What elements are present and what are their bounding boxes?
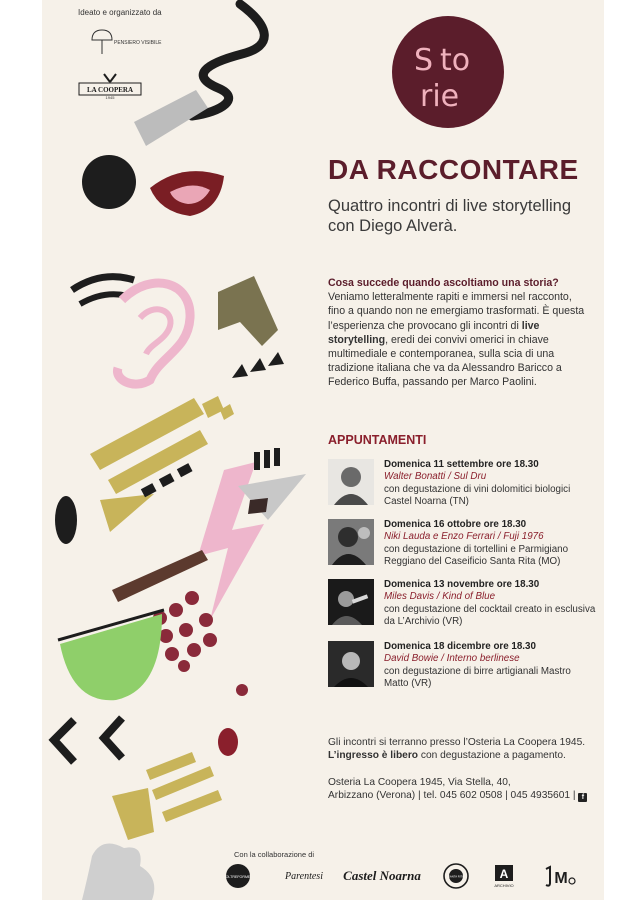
mastro-matto-text: M [554,870,568,887]
svg-text:A: A [499,867,509,881]
black-bracket-1-shape [54,720,74,762]
oltreforme-logo-mark [225,863,251,889]
event-title: Miles Davis / Kind of Blue [384,591,496,603]
dash-1-shape [141,483,157,497]
bar-2-shape [264,450,270,468]
storie-letter-s: S [414,43,434,78]
event-description: con degustazione di vini dolomitici biologici Castel Noarna (TN) [384,483,571,508]
free-entry-text: L’ingresso è libero [328,750,419,762]
coopera-logo-text: LA COOPERA [86,86,134,94]
sponsor-logo-mastro-matto [542,862,578,890]
teeth-1-shape [232,364,248,378]
intro-paragraph [328,276,590,390]
green-bowl-shape [60,614,162,700]
event-poster [42,0,604,900]
intro-text-b: , eredi dei convivi omerici in chiave multimediale e contemporanea, sulla scia di una tradizione italiana che va da Alessandro Baricco a Federico Buffa, passando per Marco Paolini. [328,333,562,389]
sponsor-logo-castel-noarna: Castel Noarna [343,868,421,883]
archivio-logo-mark [491,863,517,889]
event-description: con degustazione di tortellini e Parmigiano Reggiano del Caseificio Santa Rita (MO) [384,543,569,568]
black-bracket-2-shape [104,718,122,758]
sponsor-logo-santa-rita [440,862,472,890]
event-date: Domenica 16 ottobre ore 18.30 [384,519,527,530]
sponsor-logo-oltreforme [222,862,254,890]
storie-letters-to: to [440,43,471,78]
storie-letters-rie: rie [420,79,460,114]
subheadline: Quattro incontri di live storytelling con Diego Alverà. [328,197,572,235]
archivio-text: ARCHIVIO [494,883,514,888]
black-circle-shape [82,155,136,209]
dash-3-shape [177,463,193,477]
santa-rita-logo-mark [443,863,469,889]
mastro-matto-logo-mark [544,863,576,889]
la-coopera-logo [78,72,142,100]
oltreforme-text: OLTREFORME [225,875,251,879]
black-squiggle-shape [192,4,264,116]
venue-note [328,736,590,762]
coopera-logo-year: 1945 [105,95,115,100]
berries-shape [153,591,248,696]
intro-lead: Cosa succede quando ascoltiamo una storia? [328,277,559,289]
event-title: Walter Bonatti / Sul Dru [384,471,487,483]
event-item [328,641,598,691]
event-item [328,459,598,509]
event-description: con degustazione di birre artigianali Mastro Matto (VR) [384,665,571,690]
intro-highlight: live storytelling [328,319,540,346]
venue-note-line1: Gli incontri si terranno presso l’Osteria La Coopera 1945. [328,737,586,748]
event-date: Domenica 13 novembre ore 18.30 [384,579,540,590]
venue-address [328,776,596,802]
sponsor-logo-parentesi: Parentesi [285,870,323,882]
event-date: Domenica 18 dicembre ore 18.30 [384,641,536,652]
intro-text-a: Veniamo letteralmente rapiti e immersi nel racconto, fino a quando non ne emergiamo trasformati. È questa l’esperienza che provocano gli incontri di [328,291,585,332]
event-title: Niki Lauda e Enzo Ferrari / Fuji 1976 [384,531,544,543]
address-line2: Arbizzano (Verona) | tel. 045 602 0508 | 045 4935601 | [328,790,579,802]
address-line1: Osteria La Coopera 1945, Via Stella, 40, [328,777,511,788]
teeth-3-shape [268,352,284,366]
event-date: Domenica 11 settembre ore 18.30 [384,459,539,470]
event-photo [328,579,374,625]
event-title: David Bowie / Interno berlinese [384,653,520,665]
facebook-icon[interactable]: f [578,793,587,802]
black-eye-shape [248,498,268,514]
appointments-heading: APPUNTAMENTI [328,433,427,447]
sponsor-logo-archivio [488,862,520,890]
event-description: con degustazione del cocktail creato in esclusiva da L’Archivio (VR) [384,603,596,628]
red-drop-shape [218,728,238,756]
storie-logo [390,14,506,130]
pensiero-logo-text: PENSIERO VISIBILE [114,40,162,46]
event-photo [328,459,374,505]
headline: DA RACCONTARE [328,154,579,185]
venue-note-line2: con degustazione a pagamento. [418,750,566,762]
organizer-label: Ideato e organizzato da [78,8,162,17]
pensiero-visibile-logo [82,26,162,58]
ear-shape [117,283,190,384]
event-item [328,519,598,569]
bar-3-shape [274,448,280,466]
santa-rita-text: SANTA RITA [448,874,464,879]
dash-2-shape [159,473,175,487]
event-item [328,579,598,629]
teeth-2-shape [250,358,266,372]
illustration-artwork [42,0,322,900]
black-leaf-shape [55,496,77,544]
ear-inner-shape [140,309,171,354]
bar-1-shape [254,452,260,470]
sound-arc-1-shape [72,277,134,290]
event-photo [328,519,374,565]
event-photo [328,641,374,687]
olive-boot-shape [218,276,278,346]
gray-figure-shape [82,844,154,900]
gold-blocks-shape [112,752,222,840]
collaboration-label: Con la collaborazione di [234,850,315,859]
